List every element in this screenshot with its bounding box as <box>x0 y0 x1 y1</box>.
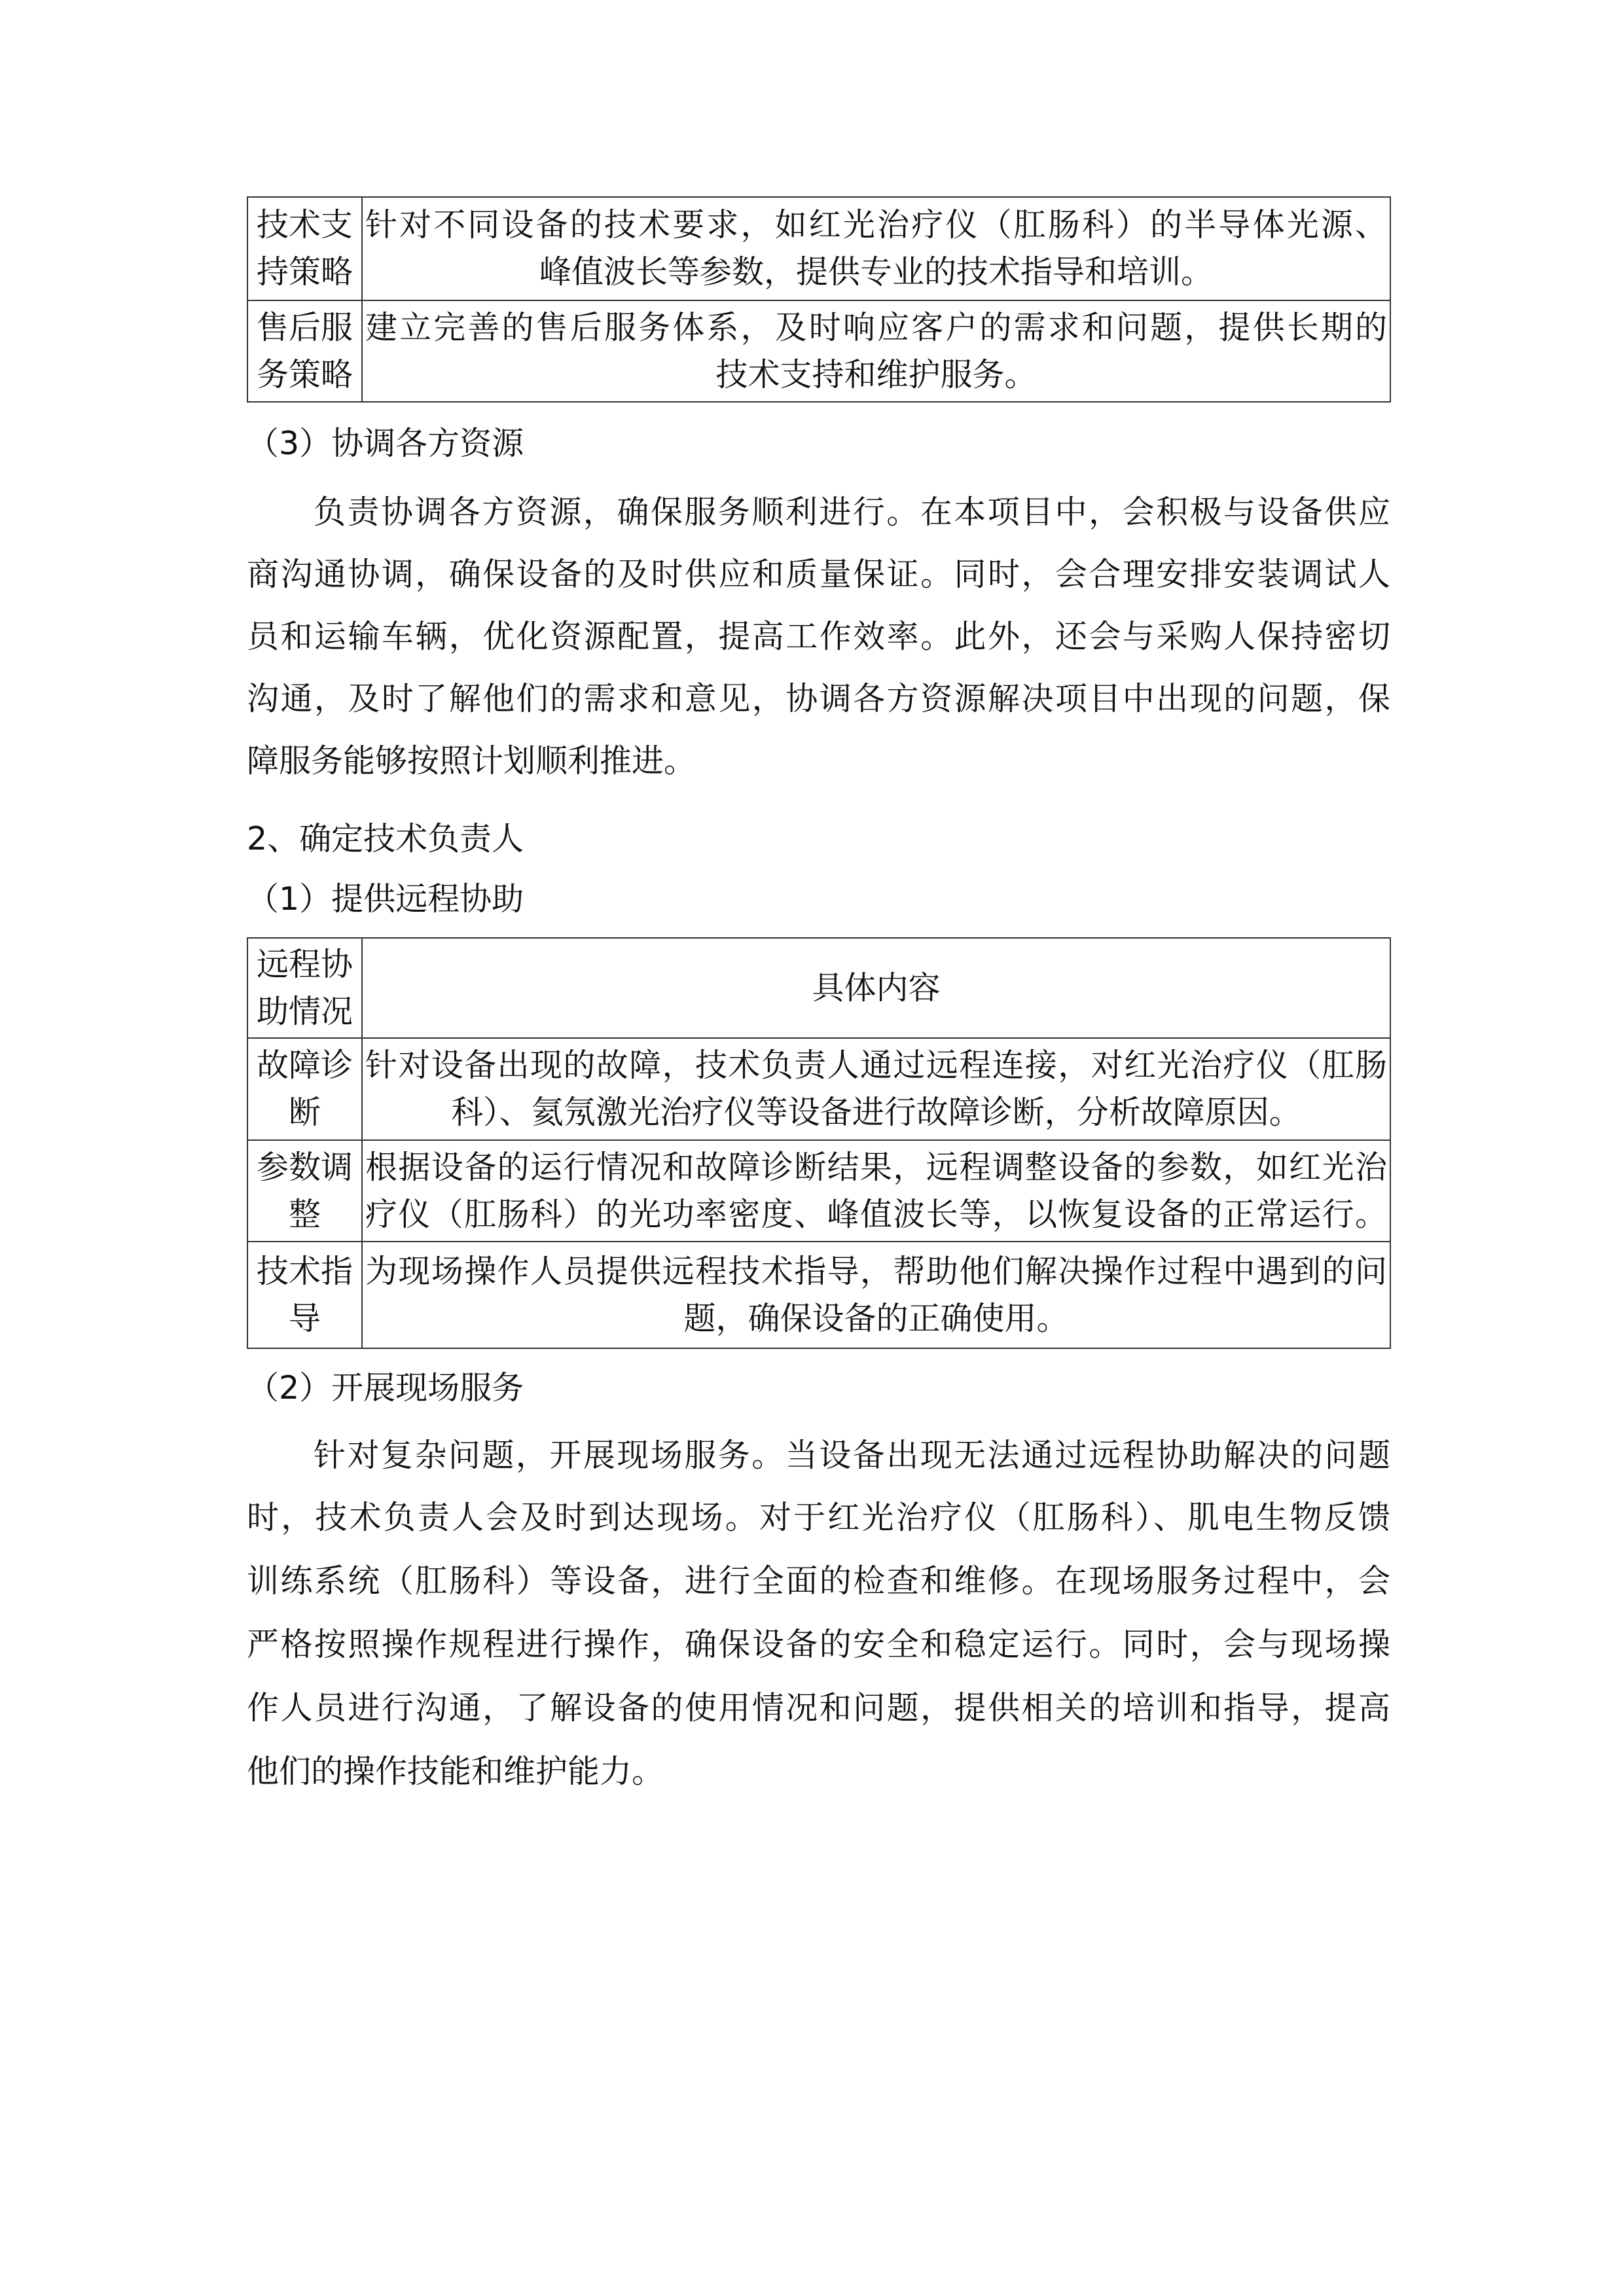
table-row <box>247 197 1390 300</box>
value-line: 针对不同设备的技术要求，如红光治疗仪（肛肠科）的半导体光源、 <box>365 206 1387 243</box>
table-row <box>247 1038 1390 1140</box>
key-line: 参数调 <box>256 1148 353 1186</box>
key-line: 务策略 <box>256 355 353 393</box>
row-value <box>362 1242 1390 1348</box>
key-line: 技术支 <box>256 206 353 243</box>
key-line: 故障诊 <box>256 1047 353 1084</box>
key-line: 远程协 <box>256 945 353 983</box>
row-value <box>362 1038 1390 1140</box>
table-row <box>247 1242 1390 1348</box>
section-heading: （3）协调各方资源 <box>247 425 524 462</box>
row-key <box>247 1242 362 1348</box>
section-onsite <box>247 1357 1390 1803</box>
key-line: 整 <box>288 1195 321 1233</box>
paragraph-line: 训练系统（肛肠科）等设备，进行全面的检查和维修。在现场服务过程中，会 <box>247 1562 1390 1600</box>
key-line: 助情况 <box>256 992 353 1030</box>
table-header-row <box>247 938 1390 1038</box>
value-line: 峰值波长等参数，提供专业的技术指导和培训。 <box>539 253 1213 291</box>
paragraph-line: 针对复杂问题，开展现场服务。当设备出现无法通过远程协助解决的问题 <box>314 1437 1390 1474</box>
paragraph-line: 负责协调各方资源，确保服务顺利进行。在本项目中，会积极与设备供应 <box>314 493 1390 531</box>
key-line: 持策略 <box>256 253 353 291</box>
row-key <box>247 1140 362 1242</box>
value-line: 题，确保设备的正确使用。 <box>683 1299 1069 1337</box>
key-line: 断 <box>288 1094 321 1131</box>
key-line: 导 <box>288 1299 321 1337</box>
row-key <box>247 197 362 300</box>
paragraph-line: 商沟通协调，确保设备的及时供应和质量保证。同时，会合理安排安装调试人 <box>247 556 1390 593</box>
table-row <box>247 1140 1390 1242</box>
paragraph-line: 作人员进行沟通，了解设备的使用情况和问题，提供相关的培训和指导，提高 <box>247 1689 1390 1727</box>
value-line: 科）、氦氖激光治疗仪等设备进行故障诊断，分析故障原因。 <box>451 1094 1301 1131</box>
key-line: 售后服 <box>256 308 353 346</box>
value-line: 疗仪（肛肠科）的光功率密度、峰值波长等，以恢复设备的正常运行。 <box>365 1195 1387 1233</box>
header-value: 具体内容 <box>362 938 1390 1038</box>
subsection-heading: （1）提供远程协助 <box>247 880 524 918</box>
paragraph-line: 他们的操作技能和维护能力。 <box>247 1753 664 1790</box>
paragraph-line: 时，技术负责人会及时到达现场。对于红光治疗仪（肛肠科）、肌电生物反馈 <box>247 1499 1390 1536</box>
value-line: 建立完善的售后服务体系，及时响应客户的需求和问题，提供长期的 <box>365 308 1387 346</box>
key-line: 技术指 <box>256 1252 353 1290</box>
section-tech-lead <box>247 808 1390 930</box>
paragraph-line: 障服务能够按照计划顺利推进。 <box>247 742 696 780</box>
row-key <box>247 1038 362 1140</box>
value-line: 为现场操作人员提供远程技术指导，帮助他们解决操作过程中遇到的问 <box>365 1252 1387 1290</box>
value-line: 根据设备的运行情况和故障诊断结果，远程调整设备的参数，如红光治 <box>365 1148 1387 1186</box>
table-row <box>247 300 1390 402</box>
row-key <box>247 300 362 402</box>
paragraph-line: 员和运输车辆，优化资源配置，提高工作效率。此外，还会与采购人保持密切 <box>247 618 1390 655</box>
row-value <box>362 1140 1390 1242</box>
section-coordinate <box>247 412 1390 792</box>
row-value <box>362 300 1390 402</box>
section-heading: 2、确定技术负责人 <box>247 820 524 857</box>
strategy-table <box>247 196 1391 403</box>
value-line: 技术支持和维护服务。 <box>715 355 1037 393</box>
remote-assist-table <box>247 937 1391 1349</box>
value-line: 针对设备出现的故障，技术负责人通过远程连接，对红光治疗仪（肛肠 <box>365 1047 1387 1084</box>
section-heading: （2）开展现场服务 <box>247 1369 524 1407</box>
row-value <box>362 197 1390 300</box>
header-key <box>247 938 362 1038</box>
paragraph-line: 严格按照操作规程进行操作，确保设备的安全和稳定运行。同时，会与现场操 <box>247 1626 1390 1663</box>
paragraph-line: 沟通，及时了解他们的需求和意见，协调各方资源解决项目中出现的问题，保 <box>247 680 1390 717</box>
